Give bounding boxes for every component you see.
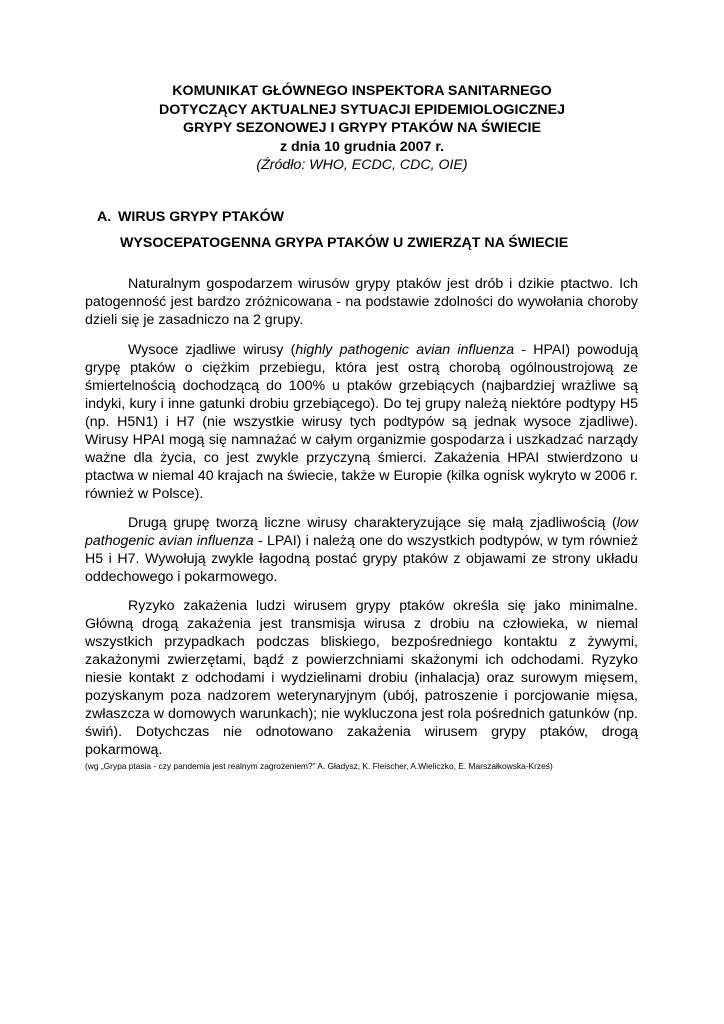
- paragraph-1: Naturalnym gospodarzem wirusów grypy ptaków jest drób i dzikie ptactwo. Ich patogenność jest bardzo zróżnicowana - na podstawie zdolności do wywołania choroby dzieli się je zasadniczo na 2 grupy.: [85, 276, 638, 328]
- header-date: z dnia 10 grudnia 2007 r.: [279, 138, 444, 155]
- paragraph-3: [85, 514, 638, 586]
- paragraph-2-term: highly pathogenic avian influenza: [295, 342, 515, 358]
- paragraph-2-text-b: - HPAI) powodują grypę ptaków o ciężkim przebiegu, która jest ostrą chorobą ogólnoustrojową ze śmiertelnością dochodzącą do 100% u ptaków grzebiących (najbardziej wrażliwe są indyki, kury i inne gatunki drobiu grzebiącego). Do tej grupy należą niektóre podtypy H5 (np. H5N1) i H7 (nie wszystkie wirusy tych podtypów są jednak wysoce zjadliwe). Wirusy HPAI mogą się namnażać w całym organizmie gospodarza i uszkadzać narządy ważne dla życia, co jest zwykle przyczyną śmierci. Zakażenia HPAI stwierdzono u ptactwa w niemal 40 krajach na świecie, także w Europie (kilka ognisk wykryto w 2006 r. również w Polsce).: [85, 342, 638, 502]
- section-subtitle: WYSOCEPATOGENNA GRYPA PTAKÓW U ZWIERZĄT NA ŚWIECIE: [120, 235, 569, 251]
- section-title: WIRUS GRYPY PTAKÓW: [118, 209, 285, 225]
- document-header: [0, 82, 724, 175]
- paragraph-2: [85, 341, 638, 503]
- citation-note: (wg „Grypa ptasia - czy pandemia jest realnym zagrożeniem?” A. Gładysz, K. Fleischer, A.Wieliczko, E. Marszałkowska-Krześ): [85, 761, 553, 771]
- paragraph-3-text-b: - LPAI) i należą one do wszystkich podtypów, w tym również H5 i H7. Wywołują zwykle łagodną postać grypy ptaków z objawami ze strony układu oddechowego i pokarmowego.: [85, 533, 638, 585]
- header-source: (Źródło: WHO, ECDC, CDC, OIE): [256, 157, 468, 173]
- header-title-line-1: KOMUNIKAT GŁÓWNEGO INSPEKTORA SANITARNEGO: [172, 83, 552, 99]
- section-heading: [97, 208, 284, 226]
- section-letter: A.: [97, 209, 112, 225]
- paragraph-2-text-a: Wysoce zjadliwe wirusy (: [128, 342, 296, 358]
- paragraph-3-term: low pathogenic avian influenza: [85, 515, 638, 549]
- paragraph-3-text-a: Drugą grupę tworzą liczne wirusy charakteryzujące się małą zjadliwością (: [128, 515, 617, 531]
- header-title-line-2: DOTYCZĄCY AKTUALNEJ SYTUACJI EPIDEMIOLOGICZNEJ: [159, 101, 565, 118]
- document-body: [85, 275, 638, 772]
- header-title-line-3: GRYPY SEZONOWEJ I GRYPY PTAKÓW NA ŚWIECIE: [183, 120, 541, 136]
- paragraph-4: Ryzyko zakażenia ludzi wirusem grypy ptaków określa się jako minimalne. Główną drogą zakażenia jest transmisja wirusa z drobiu na człowieka, w niemal wszystkich przypadkach podczas bliskiego, bezpośredniego kontaktu z żywymi, zakażonymi zwierzętami, bądź z powierzchniami skażonymi ich odchodami. Ryzyko niesie kontakt z odchodami i wydzielinami drobiu (inhalacja) oraz surowym mięsem, pozyskanym poza nadzorem weterynaryjnym (ubój, patroszenie i porcjowanie mięsa, zwłaszcza w domowych warunkach); nie wykluczona jest rola pośrednich gatunków (np. świń). Dotychczas nie odnotowano zakażenia wirusem grypy ptaków, drogą pokarmową.: [85, 598, 638, 758]
